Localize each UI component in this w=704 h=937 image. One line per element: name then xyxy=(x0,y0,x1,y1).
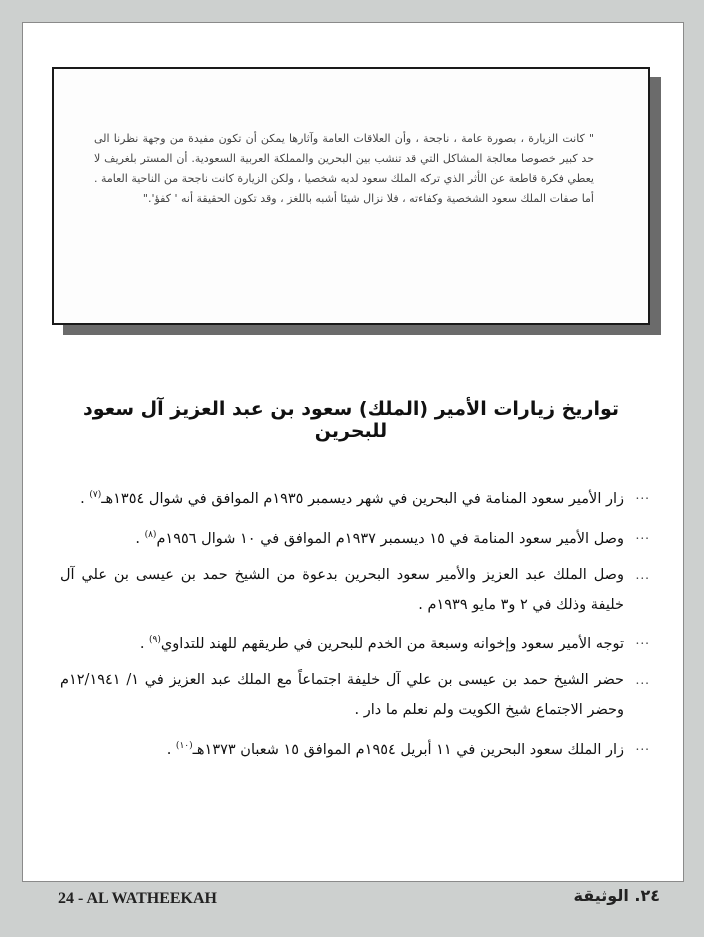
item-tail: . xyxy=(166,741,176,758)
list-item xyxy=(60,562,650,618)
quote-box xyxy=(52,67,650,325)
item-text: زار الأمير سعود المنامة في البحرين في شهر ديسمبر ١٩٣٥م الموافق في شوال ١٣٥٤هـ xyxy=(101,490,624,507)
bullet-marker: ... xyxy=(635,739,650,754)
section-heading: تواريخ زيارات الأمير (الملك) سعود بن عبد العزيز آل سعود للبحرين xyxy=(82,398,620,442)
item-text: حضر الشيخ حمد بن عيسى بن علي آل خليفة اجتماعاً مع الملك عبد العزيز في ١/ ١٢/١٩٤١م وحضر الاجتماع شيخ الكويت ولم نعلم ما دار . xyxy=(60,672,624,719)
item-tail: . xyxy=(139,636,150,653)
footer-page-label-en: 24 - AL WATHEEKAH xyxy=(58,890,217,907)
bullet-marker: ... xyxy=(635,673,650,688)
item-tail: . xyxy=(135,530,145,547)
list-item xyxy=(60,667,650,723)
item-text: زار الملك سعود البحرين في ١١ أبريل ١٩٥٤م الموافق ١٥ شعبان ١٣٧٣هـ xyxy=(192,741,624,758)
list-item xyxy=(60,733,650,763)
bullet-marker: ... xyxy=(635,633,650,648)
footnote-ref: (٧) xyxy=(89,490,102,500)
bullet-marker: ... xyxy=(635,567,650,582)
item-tail: . xyxy=(80,490,90,507)
footnote-ref: (٨) xyxy=(144,529,157,540)
footnote-ref: (١٠) xyxy=(175,741,193,752)
footer-page-label-ar: ٢٤. الوثيقة xyxy=(573,886,660,905)
list-item xyxy=(60,482,650,512)
item-text: وصل الملك عبد العزيز والأمير سعود البحرين بدعوة من الشيخ حمد بن عيسى بن علي آل خليفة وذلك في ٢ و٣ مايو ١٩٣٩م . xyxy=(60,566,624,613)
visit-list xyxy=(60,482,650,773)
footnote-ref: (٩) xyxy=(149,635,161,646)
item-text: توجه الأمير سعود وإخوانه وسبعة من الخدم للبحرين في طريقهم للهند للتداوي xyxy=(160,636,624,653)
item-text: وصل الأمير سعود المنامة في ١٥ ديسمبر ١٩٣٧م الموافق في ١٠ شوال ١٩٥٦م xyxy=(156,530,624,547)
bullet-marker: ... xyxy=(635,527,650,542)
list-item xyxy=(60,522,650,552)
quote-text: " كانت الزيارة ، بصورة عامة ، ناجحة ، وأن العلاقات العامة وآثارها يمكن أن تكون مفيدة من وجهة نظرنا الى حد كبير خصوصا معالجة المشاكل التي قد تنشب بين البحرين والمملكة العربية السعودية. أن المستر بلغريف لا يعطي فكرة قاطعة عن الأثر الذي تركه الملك سعود لديه شخصيا ، ولكن الزيارة كانت ناجحة من الناحية العامة . أما صفات الملك سعود الشخصية وكفاءته ، فلا نزال شيئا أشبه باللغز ، وقد تكون الحقيقة أنه ' كفؤ'." xyxy=(93,132,594,205)
bullet-marker: ... xyxy=(635,488,650,502)
list-item xyxy=(60,627,650,657)
